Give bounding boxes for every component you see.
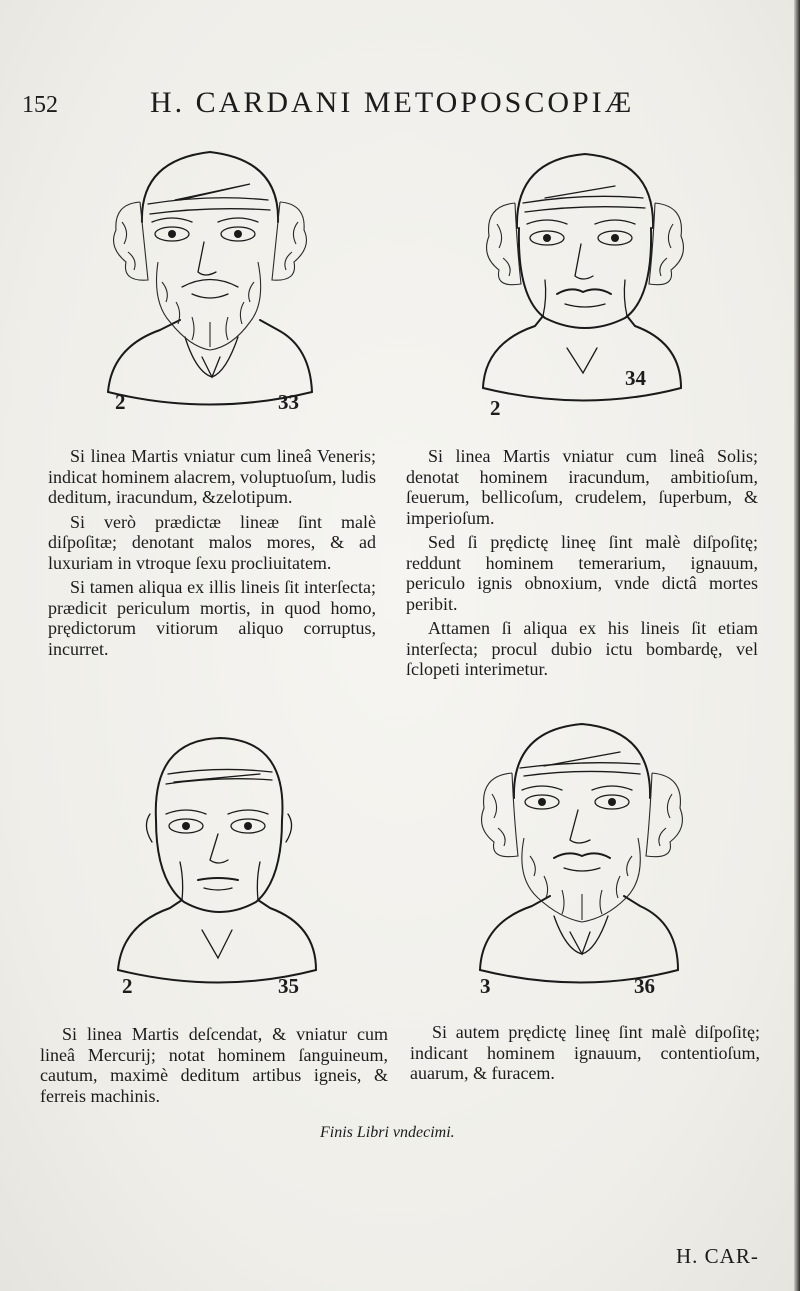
mustached-face-icon: [475, 148, 695, 418]
plate-left-mark: 3: [480, 974, 491, 998]
plate-left-mark: 2: [490, 396, 501, 420]
paragraph: Si tamen aliqua ex illis lineis ſit interſecta; prædicit periculum mortis, in quod homo, prędictorum vitiorum aliquo corruptus, incurret.: [48, 577, 376, 659]
figure-35: [110, 730, 330, 1000]
paragraph: Si autem prędictę lineę ſint malè diſpoſitę; indicant hominem ignauum, contentioſum, auarum, & furacem.: [410, 1022, 760, 1083]
paragraph: Si linea Martis vniatur cum lineâ Veneris; indicat hominem alacrem, voluptuoſum, ludis deditum, iracundum, &zelotipum.: [48, 446, 376, 507]
plate-left-mark: 2: [122, 974, 133, 998]
plate-number: 35: [278, 974, 299, 998]
paragraph: Si linea Martis vniatur cum lineâ Solis; denotat hominem iracundum, ambitioſum, ſeuerum, bellicoſum, crudelem, ſuperbum, & imperioſum.: [406, 446, 758, 528]
passage-figure-34: [406, 446, 758, 684]
colophon-finis: Finis Libri vndecimi.: [320, 1124, 455, 1141]
paragraph: Attamen ſi aliqua ex his lineis ſit etiam interſecta; procul dubio ictu bombardę, vel ſclopeti interimetur.: [406, 618, 758, 679]
passage-figure-33: [48, 446, 376, 663]
plate-number: 33: [278, 390, 299, 414]
catchword: H. CAR-: [676, 1244, 759, 1268]
paragraph: Sed ſi prędictę lineę ſint malè diſpoſitę; reddunt hominem temerarium, ignauum, periculo ignis obnoxium, vnde dictâ mortes peribit.: [406, 532, 758, 614]
plate-number: 34: [625, 366, 646, 390]
bearded-curly-face-icon: [472, 718, 692, 988]
figure-36: [472, 718, 692, 998]
running-title: H. CARDANI METOPOSCOPIÆ: [150, 86, 635, 119]
young-bald-face-icon: [110, 730, 330, 1000]
figure-34: [475, 148, 695, 418]
paragraph: Si verò prædictæ lineæ ſint malè diſpoſitæ; denotant malos mores, & ad luxuriam in vtroque ſexu procliuitatem.: [48, 511, 376, 573]
figure-33: [100, 142, 320, 412]
plate-number: 36: [634, 974, 655, 998]
page-edge: [794, 0, 800, 1291]
page-number: 152: [22, 92, 58, 118]
paragraph: Si linea Martis deſcendat, & vniatur cum lineâ Mercurij; notat hominem ſanguineum, cautum, maximè deditum artibus igneis, & ferreis machinis.: [40, 1024, 388, 1106]
passage-figure-35: [40, 1024, 388, 1110]
passage-figure-36: [410, 1022, 760, 1088]
bearded-bald-face-icon: [100, 142, 320, 412]
plate-left-mark: 2: [115, 390, 126, 414]
